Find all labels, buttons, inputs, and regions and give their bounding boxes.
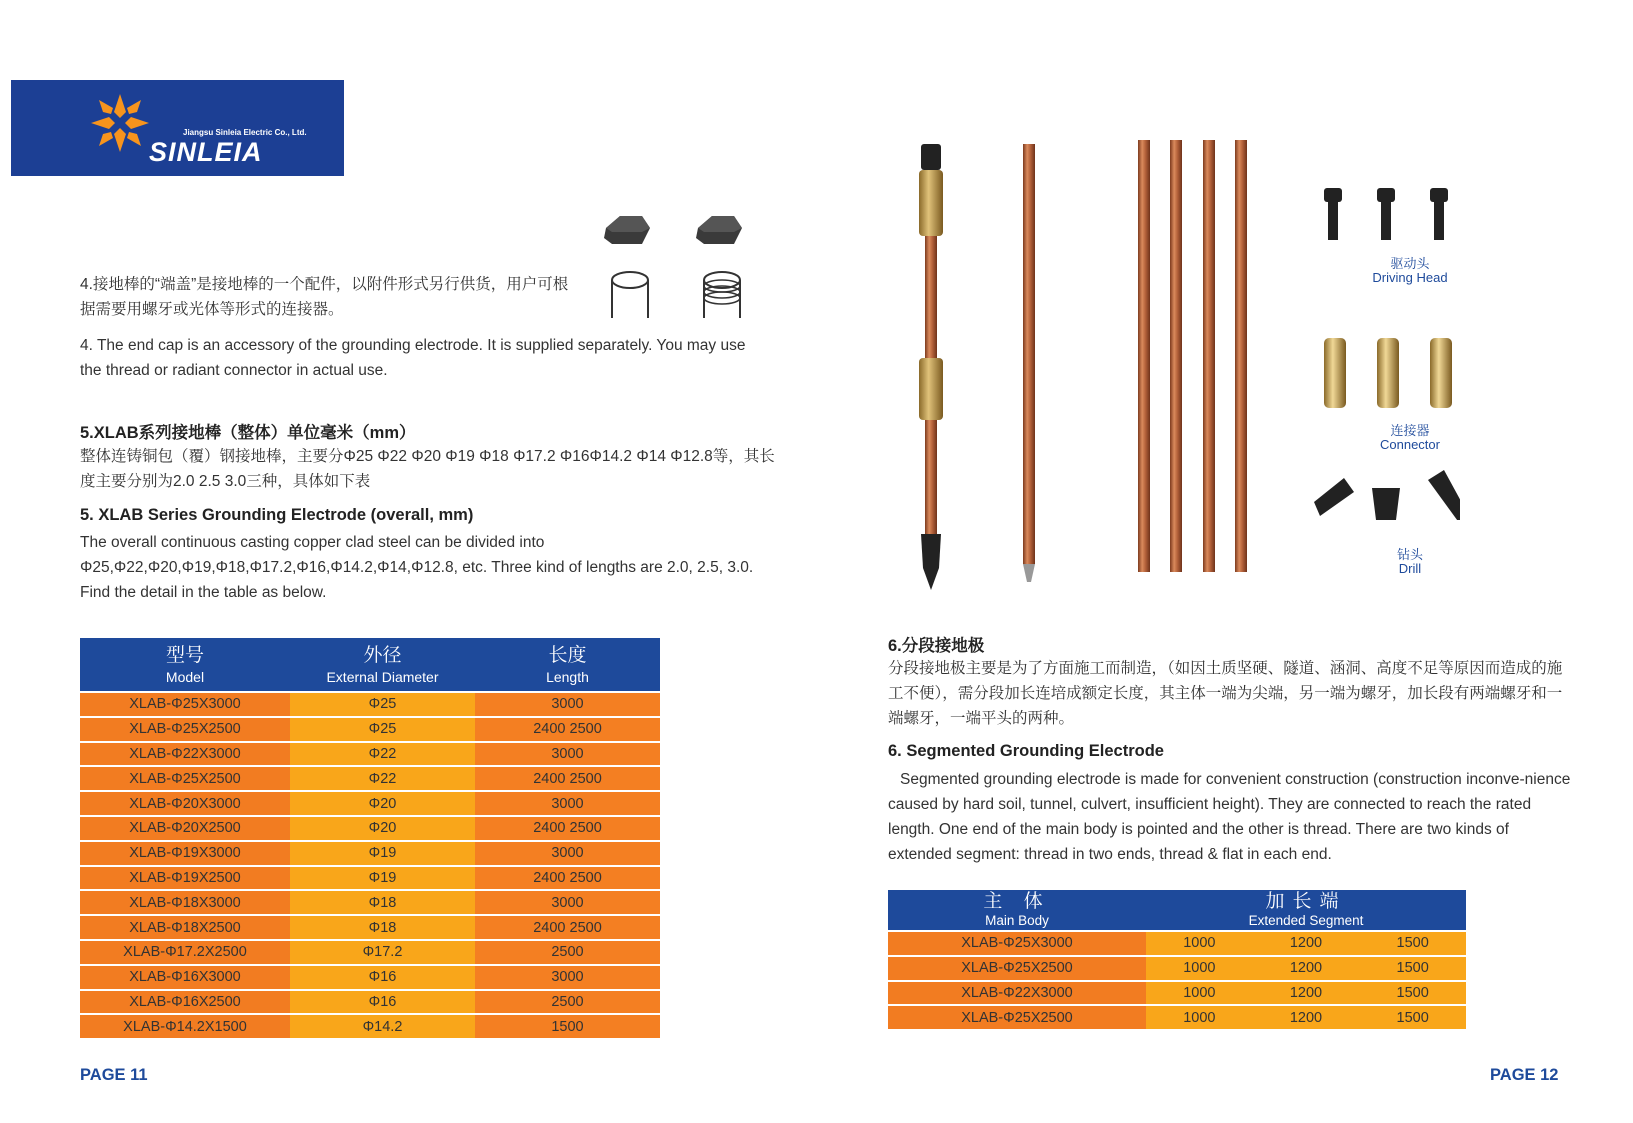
cell-length: 3000 bbox=[475, 842, 660, 867]
grounding-rod-photos bbox=[895, 138, 1255, 598]
cell-model: XLAB-Φ22X3000 bbox=[80, 743, 290, 768]
cell-length: 2400 2500 bbox=[475, 718, 660, 743]
cell-diameter: Φ16 bbox=[290, 966, 475, 991]
cell-length: 2400 2500 bbox=[475, 867, 660, 892]
table-row bbox=[80, 817, 660, 842]
header-model: 型号 Model bbox=[80, 638, 290, 693]
table-row bbox=[80, 891, 660, 916]
cell-model: XLAB-Φ18X2500 bbox=[80, 916, 290, 941]
xlab-overall-table bbox=[80, 638, 660, 1040]
cell-segment-length: 1000 bbox=[1146, 982, 1253, 1007]
table-row bbox=[80, 693, 660, 718]
cell-diameter: Φ19 bbox=[290, 867, 475, 892]
cell-segment-length: 1500 bbox=[1359, 957, 1466, 982]
table-row bbox=[80, 842, 660, 867]
cell-model: XLAB-Φ17.2X2500 bbox=[80, 941, 290, 966]
cell-diameter: Φ17.2 bbox=[290, 941, 475, 966]
cell-model: XLAB-Φ19X2500 bbox=[80, 867, 290, 892]
cell-diameter: Φ25 bbox=[290, 718, 475, 743]
brand-name: SINLEIA bbox=[149, 137, 263, 167]
cell-length: 3000 bbox=[475, 792, 660, 817]
cell-segment-length: 1500 bbox=[1359, 982, 1466, 1007]
cell-main-body: XLAB-Φ25X2500 bbox=[888, 957, 1146, 982]
cell-model: XLAB-Φ25X3000 bbox=[80, 693, 290, 718]
section5-body-en: The overall continuous casting copper clad steel can be divided into Φ25,Φ22,Φ20,Φ19,Φ18,Φ17.2,Φ16,Φ14.2,Φ14,Φ12.8, etc. Three kind of lengths are 2.0, 2.5, 3.0. Find the detail in the table as below. bbox=[80, 534, 754, 601]
cell-diameter: Φ25 bbox=[290, 693, 475, 718]
section5-title-en: 5. XLAB Series Grounding Electrode (overall, mm) bbox=[80, 506, 474, 524]
cell-diameter: Φ19 bbox=[290, 842, 475, 867]
header-diameter: 外径 External Diameter bbox=[290, 638, 475, 693]
company-name: Jiangsu Sinleia Electric Co., Ltd. bbox=[183, 128, 307, 137]
cell-segment-length: 1200 bbox=[1253, 1006, 1360, 1031]
section6-body-en: Segmented grounding electrode is made for convenient construction (construction inconve-nience caused by hard soil, tunnel, culvert, insufficient height). They are connected to reach the rated length. One end of the main body is pointed and the other is thread. There are two kinds of extended segment: thread in two ends, thread & flat in each end. bbox=[888, 771, 1571, 863]
cell-diameter: Φ22 bbox=[290, 767, 475, 792]
cell-diameter: Φ16 bbox=[290, 991, 475, 1016]
section5-title-zh: 5.XLAB系列接地棒（整体）单位毫米（mm） bbox=[80, 424, 416, 442]
assembled-rod-icon bbox=[919, 144, 943, 590]
cell-length: 2400 2500 bbox=[475, 767, 660, 792]
cell-segment-length: 1000 bbox=[1146, 932, 1253, 957]
end-cap-plain-icon bbox=[604, 216, 650, 318]
cell-length: 3000 bbox=[475, 743, 660, 768]
caption-connector: 连接器 Connector bbox=[1380, 423, 1440, 452]
cell-model: XLAB-Φ16X3000 bbox=[80, 966, 290, 991]
cell-diameter: Φ20 bbox=[290, 817, 475, 842]
cell-diameter: Φ18 bbox=[290, 891, 475, 916]
cell-segment-length: 1200 bbox=[1253, 957, 1360, 982]
section5-body-zh: 整体连铸铜包（覆）钢接地棒，主要分Φ25 Φ22 Φ20 Φ19 Φ18 Φ17.2 Φ16Φ14.2 Φ14 Φ12.8等，其长度主要分别为2.0 2.5 3.0三种，具体如下表 bbox=[80, 448, 775, 490]
section6-title-zh: 6.分段接地极 bbox=[888, 637, 985, 655]
table-row bbox=[888, 982, 1466, 1007]
table-row bbox=[80, 792, 660, 817]
table-row bbox=[80, 1015, 660, 1040]
section6-title-en: 6. Segmented Grounding Electrode bbox=[888, 742, 1164, 760]
header-main-body: 主 体 Main Body bbox=[888, 890, 1146, 932]
cell-model: XLAB-Φ25X2500 bbox=[80, 718, 290, 743]
end-cap-threaded-icon bbox=[696, 216, 742, 318]
cell-segment-length: 1500 bbox=[1359, 1006, 1466, 1031]
header-length: 长度 Length bbox=[475, 638, 660, 693]
section4-en: 4. The end cap is an accessory of the grounding electrode. It is supplied separately. You may use the thread or radiant connector in actual use. bbox=[80, 337, 746, 379]
table-row bbox=[80, 916, 660, 941]
company-logo bbox=[11, 80, 344, 176]
cell-model: XLAB-Φ20X3000 bbox=[80, 792, 290, 817]
cell-segment-length: 1500 bbox=[1359, 932, 1466, 957]
cell-main-body: XLAB-Φ22X3000 bbox=[888, 982, 1146, 1007]
end-cap-illustration bbox=[598, 210, 758, 325]
cell-diameter: Φ22 bbox=[290, 743, 475, 768]
table-row bbox=[80, 941, 660, 966]
cell-length: 1500 bbox=[475, 1015, 660, 1040]
table-row bbox=[80, 767, 660, 792]
drill-icon bbox=[1314, 470, 1460, 520]
sinleia-star-icon bbox=[89, 92, 151, 154]
table-row bbox=[80, 743, 660, 768]
cell-length: 2400 2500 bbox=[475, 916, 660, 941]
cell-model: XLAB-Φ14.2X1500 bbox=[80, 1015, 290, 1040]
cell-length: 3000 bbox=[475, 693, 660, 718]
driving-head-icon bbox=[1324, 188, 1448, 240]
cell-segment-length: 1200 bbox=[1253, 932, 1360, 957]
table-row bbox=[80, 991, 660, 1016]
cell-length: 3000 bbox=[475, 966, 660, 991]
caption-driving-head: 驱动头 Driving Head bbox=[1372, 256, 1448, 285]
cell-length: 2400 2500 bbox=[475, 817, 660, 842]
table-row bbox=[888, 932, 1466, 957]
cell-diameter: Φ14.2 bbox=[290, 1015, 475, 1040]
rod-segments-icon bbox=[1138, 140, 1247, 572]
caption-drill: 钻头 Drill bbox=[1396, 547, 1423, 576]
table-row bbox=[80, 966, 660, 991]
table-row bbox=[888, 957, 1466, 982]
table-row bbox=[80, 867, 660, 892]
cell-diameter: Φ18 bbox=[290, 916, 475, 941]
section6-body-zh: 分段接地极主要是为了方面施工而制造，（如因土质坚硬、隧道、涵洞、高度不足等原因而造成的施工不便），需分段加长连培成额定长度，其主体一端为尖端，另一端为螺牙，加长段有两端螺牙和一端螺牙，一端平头的两种。 bbox=[888, 660, 1563, 727]
cell-length: 2500 bbox=[475, 991, 660, 1016]
table-row bbox=[888, 1006, 1466, 1031]
page-number-left: PAGE 11 bbox=[80, 1066, 148, 1084]
segmented-electrode-table bbox=[888, 890, 1466, 1031]
cell-main-body: XLAB-Φ25X3000 bbox=[888, 932, 1146, 957]
accessories-photos bbox=[1310, 180, 1460, 520]
header-extended-segment: 加长端 Extended Segment bbox=[1146, 890, 1466, 932]
cell-segment-length: 1000 bbox=[1146, 957, 1253, 982]
table-header-row bbox=[888, 890, 1466, 932]
cell-length: 3000 bbox=[475, 891, 660, 916]
cell-model: XLAB-Φ19X3000 bbox=[80, 842, 290, 867]
cell-model: XLAB-Φ16X2500 bbox=[80, 991, 290, 1016]
connector-icon bbox=[1324, 338, 1452, 408]
cell-model: XLAB-Φ20X2500 bbox=[80, 817, 290, 842]
cell-model: XLAB-Φ18X3000 bbox=[80, 891, 290, 916]
single-rod-icon bbox=[1023, 144, 1035, 582]
table-header-row bbox=[80, 638, 660, 693]
cell-segment-length: 1200 bbox=[1253, 982, 1360, 1007]
table-row bbox=[80, 718, 660, 743]
page-number-right: PAGE 12 bbox=[1490, 1066, 1559, 1084]
cell-length: 2500 bbox=[475, 941, 660, 966]
cell-diameter: Φ20 bbox=[290, 792, 475, 817]
cell-model: XLAB-Φ25X2500 bbox=[80, 767, 290, 792]
cell-main-body: XLAB-Φ25X2500 bbox=[888, 1006, 1146, 1031]
section4-zh: 4.接地棒的“端盖”是接地棒的一个配件，以附件形式另行供货，用户可根据需要用螺牙或光体等形式的连接器。 bbox=[80, 276, 569, 318]
cell-segment-length: 1000 bbox=[1146, 1006, 1253, 1031]
